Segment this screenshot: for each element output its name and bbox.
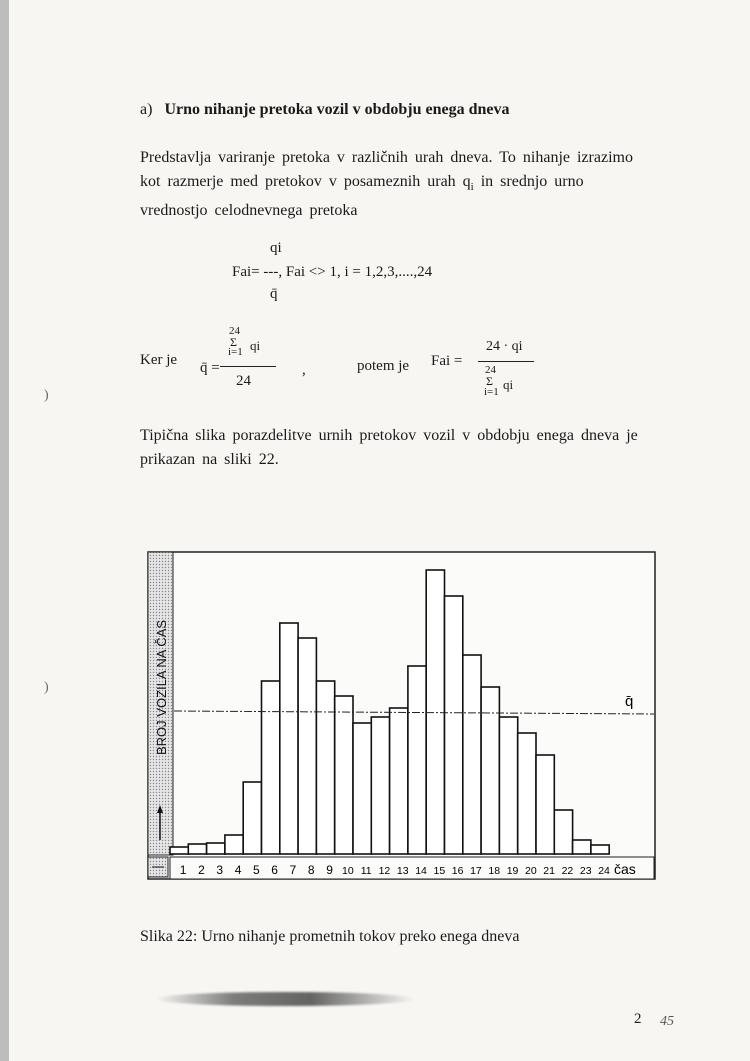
formula-num: 24 · qi (486, 339, 523, 354)
formula-lhs: Fai= (232, 264, 260, 280)
text-span: kot razmerje med pretokov v posameznih urah q (140, 173, 471, 190)
x-tick-label: 24 (598, 865, 610, 877)
hourly-flow-histogram (140, 545, 665, 890)
margin-mark: ) (44, 388, 49, 403)
margin-mark: ) (44, 680, 49, 695)
x-tick-label: 1 (179, 863, 187, 877)
formula-qi: qi (503, 377, 514, 392)
mean-label: q̄ (625, 693, 634, 710)
text-ker-je: Ker je (140, 352, 178, 368)
x-axis-label: čas (614, 861, 636, 877)
handwritten-note: 45 (660, 1014, 674, 1029)
text-span: in srednjo urno (480, 173, 584, 190)
sigma: Σ (486, 374, 493, 388)
bar-hour-18 (481, 687, 499, 854)
x-tick-label: 22 (561, 865, 574, 877)
x-tick-label: 6 (271, 863, 278, 877)
x-tick-label: 11 (360, 865, 372, 877)
bar-hour-6 (262, 681, 280, 854)
formula-den: 24 (236, 373, 251, 389)
section-title: Urno nihanje pretoka vozil v obdobju enega dneva (164, 101, 510, 118)
bar-hour-21 (536, 755, 554, 854)
paragraph-intro (140, 146, 633, 223)
text-line (140, 170, 633, 199)
section-heading (140, 101, 510, 119)
bar-hour-20 (518, 733, 536, 854)
x-tick-label: 3 (216, 863, 224, 877)
formula-denominator: q̄ (270, 286, 278, 302)
bar-hour-5 (243, 782, 261, 854)
bar-hour-10 (335, 696, 353, 854)
bar-hour-12 (371, 717, 389, 854)
bar-hour-3 (207, 843, 225, 854)
bar-hour-15 (426, 570, 444, 854)
section-label: a) (140, 101, 153, 118)
text-potem-je: potem je (357, 358, 410, 374)
bar-hour-14 (408, 666, 426, 854)
sum-bottom: i=1 (228, 346, 243, 358)
bar-hour-13 (390, 708, 408, 854)
bar-hour-17 (463, 655, 481, 854)
scan-edge (0, 0, 9, 1061)
bar-hour-9 (316, 681, 334, 854)
bar-hour-7 (280, 623, 298, 854)
x-tick-label: 18 (488, 865, 501, 877)
bar-hour-23 (573, 840, 591, 854)
x-tick-label: 23 (579, 865, 592, 877)
paragraph-figure-ref (140, 424, 638, 472)
x-tick-label: 15 (433, 865, 446, 877)
formula-dashes: ---, (263, 264, 283, 280)
sum-bottom: i=1 (484, 386, 499, 398)
x-tick-label: 20 (525, 865, 537, 877)
comma: , (302, 362, 306, 378)
sum-top: 24 (485, 364, 496, 376)
fraction-line (220, 366, 276, 367)
x-tick-label: 8 (307, 863, 315, 877)
x-tick-label: 2 (198, 863, 205, 877)
x-tick-label: 17 (470, 865, 482, 877)
bar-hour-22 (554, 810, 572, 854)
figure-caption: Slika 22: Urno nihanje prometnih tokov preko enega dneva (140, 928, 520, 945)
fraction-line (478, 361, 534, 362)
bar-hour-24 (591, 845, 609, 854)
bar-hour-16 (445, 596, 463, 854)
x-tick-label: 16 (451, 865, 464, 877)
bar-hour-8 (298, 638, 316, 854)
x-tick-label: 9 (326, 863, 333, 877)
formula-qbar: q̄ = (200, 360, 220, 376)
sigma: Σ (230, 335, 237, 349)
formula-fai (232, 264, 432, 281)
sum-top: 24 (229, 325, 240, 337)
formula-numerator: qi (270, 240, 282, 256)
y-axis-label: BROJ VOZILA NA ČAS (154, 619, 169, 755)
x-tick-label: 19 (506, 865, 519, 877)
bar-hour-2 (188, 844, 206, 854)
text-line: Predstavlja variranje pretoka v različnih urah dneva. To nihanje izrazimo (140, 149, 633, 166)
bar-hour-11 (353, 723, 371, 854)
text-line: Tipična slika porazdelitve urnih pretokov vozil v obdobju enega dneva je (140, 427, 638, 444)
x-tick-label: 5 (253, 863, 260, 877)
bar-hour-4 (225, 835, 243, 854)
formula-fai-lhs: Fai = (431, 353, 463, 369)
bar-hour-1 (170, 847, 188, 854)
x-tick-label: 10 (342, 865, 354, 877)
x-tick-label: 21 (543, 865, 555, 877)
x-tick-label: 7 (289, 863, 297, 877)
text-sub: i (470, 181, 474, 194)
formula-qi: qi (250, 338, 261, 353)
text-line: prikazan na sliki 22. (140, 451, 279, 468)
x-tick-label: 14 (415, 865, 427, 877)
text-line: vrednostjo celodnevnega pretoka (140, 202, 358, 220)
x-tick-label: 4 (234, 863, 242, 877)
x-tick-label: 13 (396, 865, 409, 877)
bar-hour-19 (499, 717, 517, 854)
page-number: 2 (634, 1011, 642, 1027)
scan-smudge (155, 992, 415, 1006)
x-tick-label: 12 (378, 865, 391, 877)
formula-rest: Fai <> 1, i = 1,2,3,....,24 (285, 264, 433, 280)
